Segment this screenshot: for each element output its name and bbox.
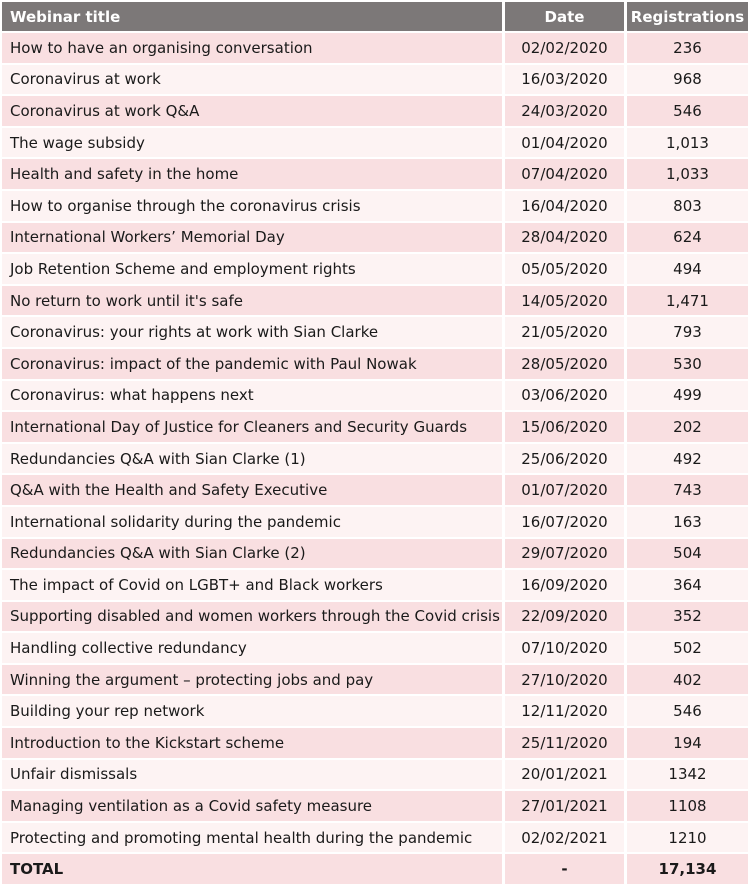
date-cell: 12/11/2020 bbox=[505, 696, 624, 726]
table-row bbox=[2, 444, 748, 474]
table-row bbox=[2, 286, 748, 316]
date-cell: 25/06/2020 bbox=[505, 444, 624, 474]
table-row bbox=[2, 96, 748, 126]
table-row bbox=[2, 33, 748, 63]
webinar-title-cell: Coronavirus at work bbox=[2, 65, 502, 95]
registrations-cell: 1108 bbox=[627, 791, 748, 821]
table-row bbox=[2, 349, 748, 379]
webinar-title-cell: No return to work until it's safe bbox=[2, 286, 502, 316]
registrations-cell: 1210 bbox=[627, 823, 748, 853]
date-cell: 14/05/2020 bbox=[505, 286, 624, 316]
column-header-registrations: Registrations bbox=[627, 2, 748, 31]
webinar-title-cell: International Workers’ Memorial Day bbox=[2, 223, 502, 253]
webinar-title-cell: Job Retention Scheme and employment rights bbox=[2, 254, 502, 284]
webinar-title-cell: Redundancies Q&A with Sian Clarke (2) bbox=[2, 539, 502, 569]
webinar-title-cell: Winning the argument – protecting jobs and pay bbox=[2, 665, 502, 695]
date-cell: 22/09/2020 bbox=[505, 602, 624, 632]
registrations-cell: 492 bbox=[627, 444, 748, 474]
webinar-title-cell: Unfair dismissals bbox=[2, 760, 502, 790]
registrations-cell: 1342 bbox=[627, 760, 748, 790]
webinar-title-cell: Introduction to the Kickstart scheme bbox=[2, 728, 502, 758]
webinar-title-cell: Q&A with the Health and Safety Executive bbox=[2, 475, 502, 505]
registrations-cell: 236 bbox=[627, 33, 748, 63]
registrations-cell: 502 bbox=[627, 633, 748, 663]
table-row bbox=[2, 191, 748, 221]
date-cell: 03/06/2020 bbox=[505, 381, 624, 411]
date-cell: 16/09/2020 bbox=[505, 570, 624, 600]
registrations-cell: 194 bbox=[627, 728, 748, 758]
registrations-cell: 352 bbox=[627, 602, 748, 632]
table-row bbox=[2, 570, 748, 600]
table-row bbox=[2, 633, 748, 663]
table-row bbox=[2, 507, 748, 537]
date-cell: 01/04/2020 bbox=[505, 128, 624, 158]
registrations-cell: 968 bbox=[627, 65, 748, 95]
webinar-title-cell: Coronavirus: impact of the pandemic with Paul Nowak bbox=[2, 349, 502, 379]
webinar-title-cell: International Day of Justice for Cleaners and Security Guards bbox=[2, 412, 502, 442]
registrations-cell: 504 bbox=[627, 539, 748, 569]
table-row bbox=[2, 728, 748, 758]
date-cell: 02/02/2021 bbox=[505, 823, 624, 853]
webinar-title-cell: Handling collective redundancy bbox=[2, 633, 502, 663]
table-row bbox=[2, 159, 748, 189]
registrations-cell: 364 bbox=[627, 570, 748, 600]
registrations-cell: 803 bbox=[627, 191, 748, 221]
total-label-cell: TOTAL bbox=[2, 854, 502, 884]
registrations-cell: 163 bbox=[627, 507, 748, 537]
table-row bbox=[2, 254, 748, 284]
registrations-cell: 624 bbox=[627, 223, 748, 253]
date-cell: 07/04/2020 bbox=[505, 159, 624, 189]
table-row bbox=[2, 475, 748, 505]
date-cell: 16/07/2020 bbox=[505, 507, 624, 537]
table-row bbox=[2, 539, 748, 569]
total-date-cell: - bbox=[505, 854, 624, 884]
webinar-title-cell: Redundancies Q&A with Sian Clarke (1) bbox=[2, 444, 502, 474]
webinar-title-cell: Coronavirus at work Q&A bbox=[2, 96, 502, 126]
registrations-cell: 1,471 bbox=[627, 286, 748, 316]
date-cell: 15/06/2020 bbox=[505, 412, 624, 442]
date-cell: 07/10/2020 bbox=[505, 633, 624, 663]
total-row bbox=[2, 854, 748, 884]
registrations-cell: 494 bbox=[627, 254, 748, 284]
date-cell: 21/05/2020 bbox=[505, 317, 624, 347]
column-header-webinar-title: Webinar title bbox=[2, 2, 502, 31]
date-cell: 20/01/2021 bbox=[505, 760, 624, 790]
table-row bbox=[2, 602, 748, 632]
table-header bbox=[2, 2, 748, 31]
registrations-cell: 743 bbox=[627, 475, 748, 505]
total-registrations-cell: 17,134 bbox=[627, 854, 748, 884]
date-cell: 24/03/2020 bbox=[505, 96, 624, 126]
table-row bbox=[2, 412, 748, 442]
date-cell: 27/10/2020 bbox=[505, 665, 624, 695]
webinar-title-cell: Coronavirus: your rights at work with Sian Clarke bbox=[2, 317, 502, 347]
webinar-title-cell: The wage subsidy bbox=[2, 128, 502, 158]
table-body bbox=[2, 33, 748, 884]
webinar-title-cell: The impact of Covid on LGBT+ and Black workers bbox=[2, 570, 502, 600]
registrations-cell: 546 bbox=[627, 96, 748, 126]
webinar-title-cell: Coronavirus: what happens next bbox=[2, 381, 502, 411]
date-cell: 16/03/2020 bbox=[505, 65, 624, 95]
date-cell: 01/07/2020 bbox=[505, 475, 624, 505]
webinar-title-cell: Managing ventilation as a Covid safety measure bbox=[2, 791, 502, 821]
webinar-title-cell: Protecting and promoting mental health during the pandemic bbox=[2, 823, 502, 853]
header-row bbox=[2, 2, 748, 31]
date-cell: 02/02/2020 bbox=[505, 33, 624, 63]
table-row bbox=[2, 760, 748, 790]
registrations-cell: 1,033 bbox=[627, 159, 748, 189]
date-cell: 25/11/2020 bbox=[505, 728, 624, 758]
date-cell: 05/05/2020 bbox=[505, 254, 624, 284]
webinar-title-cell: International solidarity during the pandemic bbox=[2, 507, 502, 537]
registrations-cell: 793 bbox=[627, 317, 748, 347]
table-row bbox=[2, 696, 748, 726]
webinar-title-cell: How to organise through the coronavirus crisis bbox=[2, 191, 502, 221]
date-cell: 28/05/2020 bbox=[505, 349, 624, 379]
registrations-cell: 499 bbox=[627, 381, 748, 411]
table-row bbox=[2, 65, 748, 95]
registrations-cell: 202 bbox=[627, 412, 748, 442]
table-row bbox=[2, 823, 748, 853]
webinar-title-cell: Building your rep network bbox=[2, 696, 502, 726]
registrations-cell: 530 bbox=[627, 349, 748, 379]
table-row bbox=[2, 791, 748, 821]
webinar-title-cell: Health and safety in the home bbox=[2, 159, 502, 189]
date-cell: 29/07/2020 bbox=[505, 539, 624, 569]
table-row bbox=[2, 317, 748, 347]
date-cell: 16/04/2020 bbox=[505, 191, 624, 221]
date-cell: 28/04/2020 bbox=[505, 223, 624, 253]
registrations-cell: 546 bbox=[627, 696, 748, 726]
table-row bbox=[2, 223, 748, 253]
table-row bbox=[2, 128, 748, 158]
registrations-cell: 1,013 bbox=[627, 128, 748, 158]
webinar-title-cell: Supporting disabled and women workers through the Covid crisis bbox=[2, 602, 502, 632]
column-header-date: Date bbox=[505, 2, 624, 31]
table-row bbox=[2, 665, 748, 695]
webinar-title-cell: How to have an organising conversation bbox=[2, 33, 502, 63]
registrations-cell: 402 bbox=[627, 665, 748, 695]
date-cell: 27/01/2021 bbox=[505, 791, 624, 821]
table-row bbox=[2, 381, 748, 411]
